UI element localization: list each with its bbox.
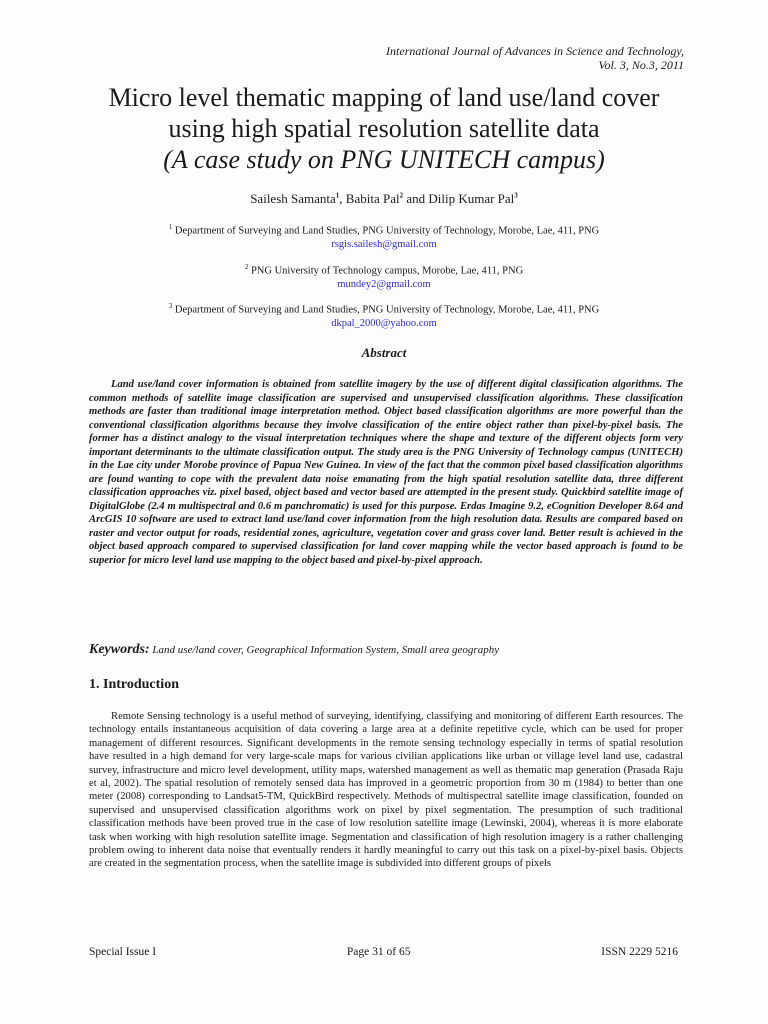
affiliation-text: Department of Surveying and Land Studies, PNG University of Technology, Morobe, Lae, 411, PNG <box>174 304 600 316</box>
author-3-mark: 3 <box>514 191 518 200</box>
affiliation-text: PNG University of Technology campus, Morobe, Lae, 411, PNG <box>250 265 524 277</box>
title-line-2: using high spatial resolution satellite data <box>168 114 600 143</box>
author-list <box>0 191 768 207</box>
author-separator: , <box>339 191 346 206</box>
keywords <box>89 642 499 658</box>
affiliation-email[interactable]: rsgis.sailesh@gmail.com <box>331 238 437 250</box>
affiliation-email[interactable]: dkpal_2000@yahoo.com <box>331 317 437 329</box>
title-line-1: Micro level thematic mapping of land use/land cover <box>108 83 660 112</box>
keywords-label: Keywords: <box>89 642 150 657</box>
page-footer <box>89 946 678 958</box>
journal-header <box>386 44 684 72</box>
paper-title <box>40 82 728 175</box>
author-2: Babita Pal <box>345 191 400 206</box>
affiliation-number: 2 <box>244 263 249 271</box>
introduction-text: Remote Sensing technology is a useful method of surveying, identifying, classifying and monitoring of different Earth resources. The technology entails instantaneous acquisition of data covering a large area at a definite repetitive cycle, which can be used for proper management of different resources. Significant developments in the remote sensing technology especially in terms of spatial resolution have resulted in a high demand for very large-scale maps for various civilian applications like urban or village level land use, cadastral survey, infrastructure and micro level development, utility maps, watershed management as well as thematic map generation (Prasada Raju et al, 2002). The spatial resolution of remotely sensed data has improved in a geometric proportion from 30 m (1984) to better than one meter (2008) corresponding to Landsat5-TM, QuickBird respectively. Methods of multispectral satellite image classification, founded on supervised and unsupervised classification algorithms work on pixel by pixel segmentation. The presumption of such traditional classification methods have been proved true in the case of low resolution satellite image (Lewinski, 2004), whereas it is more elaborate task when working with high resolution satellite image. Segmentation and classification of high resolution imagery is a rather challenging problem owing to inherent data noise that eventually renders it hardly meaningful to carry out this task on a pixel-by-pixel basis. Objects are created in the segmentation process, when the satellite image is subdivided into different groups of pixels <box>89 711 683 870</box>
footer-issn: ISSN 2229 5216 <box>601 946 678 958</box>
journal-volume: Vol. 3, No.3, 2011 <box>598 58 684 72</box>
author-3: Dilip Kumar Pal <box>428 191 515 206</box>
affiliation-2 <box>0 261 768 291</box>
author-1: Sailesh Samanta <box>250 191 336 206</box>
keywords-text: Land use/land cover, Geographical Information System, Small area geography <box>152 644 500 656</box>
affiliation-email[interactable]: mundey2@gmail.com <box>337 278 431 290</box>
affiliation-text: Department of Surveying and Land Studies, PNG University of Technology, Morobe, Lae, 411, PNG <box>174 225 600 237</box>
affiliation-3 <box>0 300 768 330</box>
section-heading-introduction: 1. Introduction <box>89 677 179 692</box>
affiliation-number: 1 <box>168 223 173 231</box>
abstract-heading: Abstract <box>361 345 407 360</box>
title-subtitle: (A case study on PNG UNITECH campus) <box>163 145 605 174</box>
footer-page-number: Page 31 of 65 <box>346 946 411 958</box>
affiliation-1 <box>0 221 768 251</box>
affiliation-number: 3 <box>168 302 173 310</box>
abstract-text: Land use/land cover information is obtained from satellite imagery by the use of different digital classification algorithms. The common methods of satellite image classification are supervised and unsupervised classification algorithms. These classification methods are faster than traditional image interpretation method. Object based classification algorithms are more powerful than the conventional classification algorithms because they involve classification of the entire object rather than pixel-by-pixel basis. The former has a distinct analogy to the visual interpretation techniques where the shape and texture of the different objects form very important determinants to the ultimate classification output. The study area is the PNG University of Technology campus (UNITECH) in the Lae city under Morobe province of Papua New Guinea. In view of the fact that the common pixel based classification algorithms are found wanting to cope with the prevalent data noise emanating from the high spatial resolution satellite data, three different classification approaches viz. pixel based, object based and vector based are attempted in the present study. Quickbird satellite image of DigitalGlobe (2.4 m multispectral and 0.6 m panchromatic) is used for this purpose. Erdas Imagine 9.2, eCognition Developer 8.64 and ArcGIS 10 software are used to extract land use/land cover information from the high resolution data. Results are compared based on raster and vector output for roads, residential zones, agriculture, vegetation cover and grass cover land. Better result is achieved in the object based approach compared to supervised classification for land cover mapping while the vector based approach is found to be superior for micro level land use mapping to the object based and pixel-by-pixel approach. <box>89 379 683 566</box>
author-2-mark: 2 <box>399 191 404 200</box>
journal-name: International Journal of Advances in Science and Technology, <box>386 44 684 58</box>
footer-issue: Special Issue I <box>89 946 157 958</box>
author-1-mark: 1 <box>335 191 340 200</box>
author-separator: and <box>403 191 429 206</box>
